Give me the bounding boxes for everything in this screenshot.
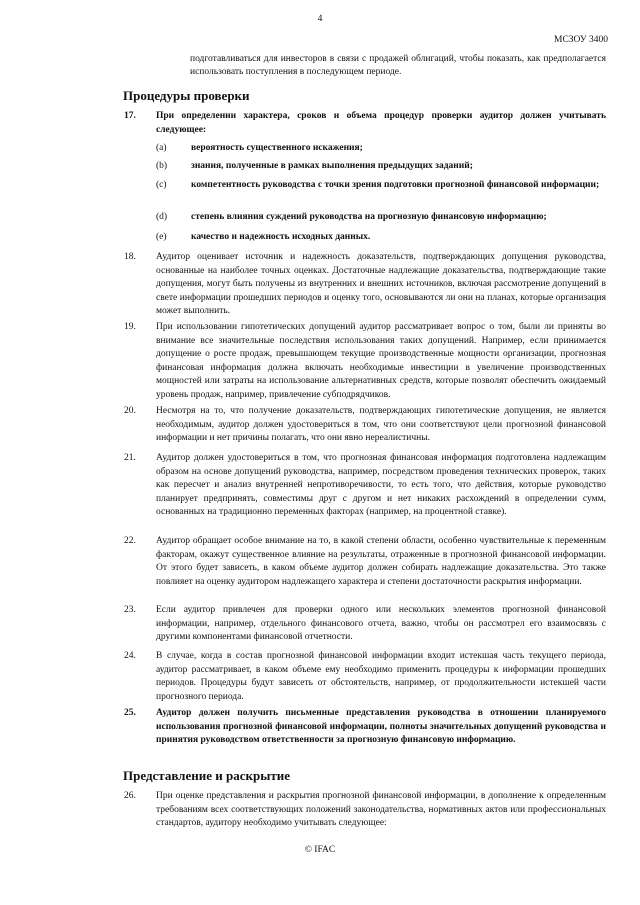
paragraph-text: Аудитор обращает особое внимание на то, в какой степени области, особенно чувствительные к переменным факторам, окажут существенное влияние на результаты, отраженные в прогнозной финансовой информации. От этого будет зависеть, в каком объеме аудитор должен собирать надлежащие доказательства. Это также повлияет на оценку аудитором надлежащего характера и степени достаточности раскрытия информации.: [156, 536, 606, 587]
paragraph-text: При определении характера, сроков и объема процедур проверки аудитор должен учитывать следующее:: [156, 111, 606, 135]
list-item: [156, 211, 606, 224]
list-item-text: знания, полученные в рамках выполнения предыдущих заданий;: [191, 161, 473, 171]
paragraph-number: 26.: [124, 791, 136, 801]
intro-paragraph: подготавливаться для инвесторов в связи с продажей облигаций, чтобы показать, как предполагается использовать поступления в последующем периоде.: [190, 54, 606, 77]
page-number: 4: [317, 14, 323, 24]
paragraph-number: 18.: [124, 252, 136, 262]
paragraph-19: [124, 321, 606, 402]
paragraph-text: В случае, когда в состав прогнозной финансовой информации входит истекшая часть текущего периода, аудитор рассматривает, в каком объеме ему необходимо применить процедуры к информации прошедших периодов. Процедуры будут зависеть от обстоятельств, например, от продолжительности истекшей части прогнозного периода.: [156, 651, 606, 702]
list-item: [156, 142, 606, 155]
paragraph-number: 20.: [124, 406, 136, 416]
presentation-heading: Представление и раскрытие: [123, 768, 291, 783]
paragraph-17: [124, 110, 606, 137]
list-item-text: вероятность существенного искажения;: [191, 143, 363, 153]
paragraph-25: [124, 707, 606, 748]
paragraph-22: [124, 535, 606, 589]
paragraph-18: [124, 251, 606, 319]
paragraph-text: Аудитор должен удостовериться в том, что прогнозная финансовая информация подготовлена надлежащим образом на основе допущений руководства, например, посредством проведения технических проверок, таких как пересчет и анализ внутренней непротиворечивости, то есть того, что действия, которые руководство планирует предпринять, совместимы друг с другом и нет никаких расхождений в определении сумм, основанных на традиционно переменных факторах (например, на процентной ставке).: [156, 453, 606, 517]
paragraph-text: Если аудитор привлечен для проверки одного или нескольких элементов прогнозной финансовой информации, например, отдельного финансового отчета, важно, чтобы он рассмотрел его взаимосвязь с другими компонентами финансовой отчетности.: [156, 605, 606, 642]
paragraph-number: 25.: [124, 708, 136, 718]
list-item-label: (d): [156, 212, 168, 222]
list-item-label: (c): [156, 180, 167, 190]
list-item-label: (a): [156, 143, 167, 153]
document-code: МСЗОУ 3400: [554, 35, 608, 45]
list-item: [156, 160, 606, 173]
paragraph-text: Аудитор должен получить письменные представления руководства в отношении планируемого использования прогнозной финансовой информации, полноты значительных допущений руководства и принятия руководством ответственности за прогнозную финансовую информацию.: [156, 708, 606, 745]
list-item-text: степень влияния суждений руководства на прогнозную финансовую информацию;: [191, 212, 547, 222]
list-item: [156, 231, 606, 244]
paragraph-number: 17.: [124, 111, 136, 121]
paragraph-number: 22.: [124, 536, 136, 546]
paragraph-text: Несмотря на то, что получение доказательств, подтверждающих гипотетические допущения, не является необходимым, аудитор должен удостовериться в том, что они соответствуют цели прогнозной финансовой информации и нет причины полагать, что они явно нереалистичны.: [156, 406, 606, 443]
list-item-label: (b): [156, 161, 168, 171]
procedures-heading: Процедуры проверки: [123, 88, 250, 103]
paragraph-text: Аудитор оценивает источник и надежность доказательств, подтверждающих допущения руководства, основанные на наиболее точных оценках. Достаточные надлежащие доказательства, подтверждающие такие допущения, могут быть получены из внутренних и внешних источников, включая рассмотрение допущений в свете информации прошедших периодов и оценку того, основываются ли они на планах, которые организация может выполнить.: [156, 252, 606, 316]
paragraph-number: 19.: [124, 322, 136, 332]
paragraph-text: При использовании гипотетических допущений аудитор рассматривает вопрос о том, были ли приняты во внимание все значительные последствия использования таких допущений. Например, если принимается допущение о росте продаж, превышающем текущие производственные мощности организации, прогнозная финансовая информация должна включать необходимые инвестиции в увеличение производственных мощностей или затраты на использование альтернативных средств, которые позволят обеспечить ожидаемый уровень продаж, например, привлечение субподрядчиков.: [156, 322, 606, 400]
paragraph-text: При оценке представления и раскрытия прогнозной финансовой информации, в дополнение к определенным требованиям всех соответствующих положений законодательства, нормативных актов или профессиональных стандартов, аудитору необходимо учитывать следующее:: [156, 791, 606, 828]
paragraph-23: [124, 604, 606, 645]
paragraph-number: 24.: [124, 651, 136, 661]
footer-copyright: © IFAC: [304, 845, 336, 855]
paragraph-21: [124, 452, 606, 520]
list-item-label: (e): [156, 232, 167, 242]
list-item-text: качество и надежность исходных данных.: [191, 232, 371, 242]
paragraph-20: [124, 405, 606, 446]
list-item: [156, 179, 606, 192]
list-item-text: компетентность руководства с точки зрения подготовки прогнозной финансовой информации;: [191, 180, 600, 190]
paragraph-number: 21.: [124, 453, 136, 463]
paragraph-24: [124, 650, 606, 704]
paragraph-number: 23.: [124, 605, 136, 615]
paragraph-26: [124, 790, 606, 831]
